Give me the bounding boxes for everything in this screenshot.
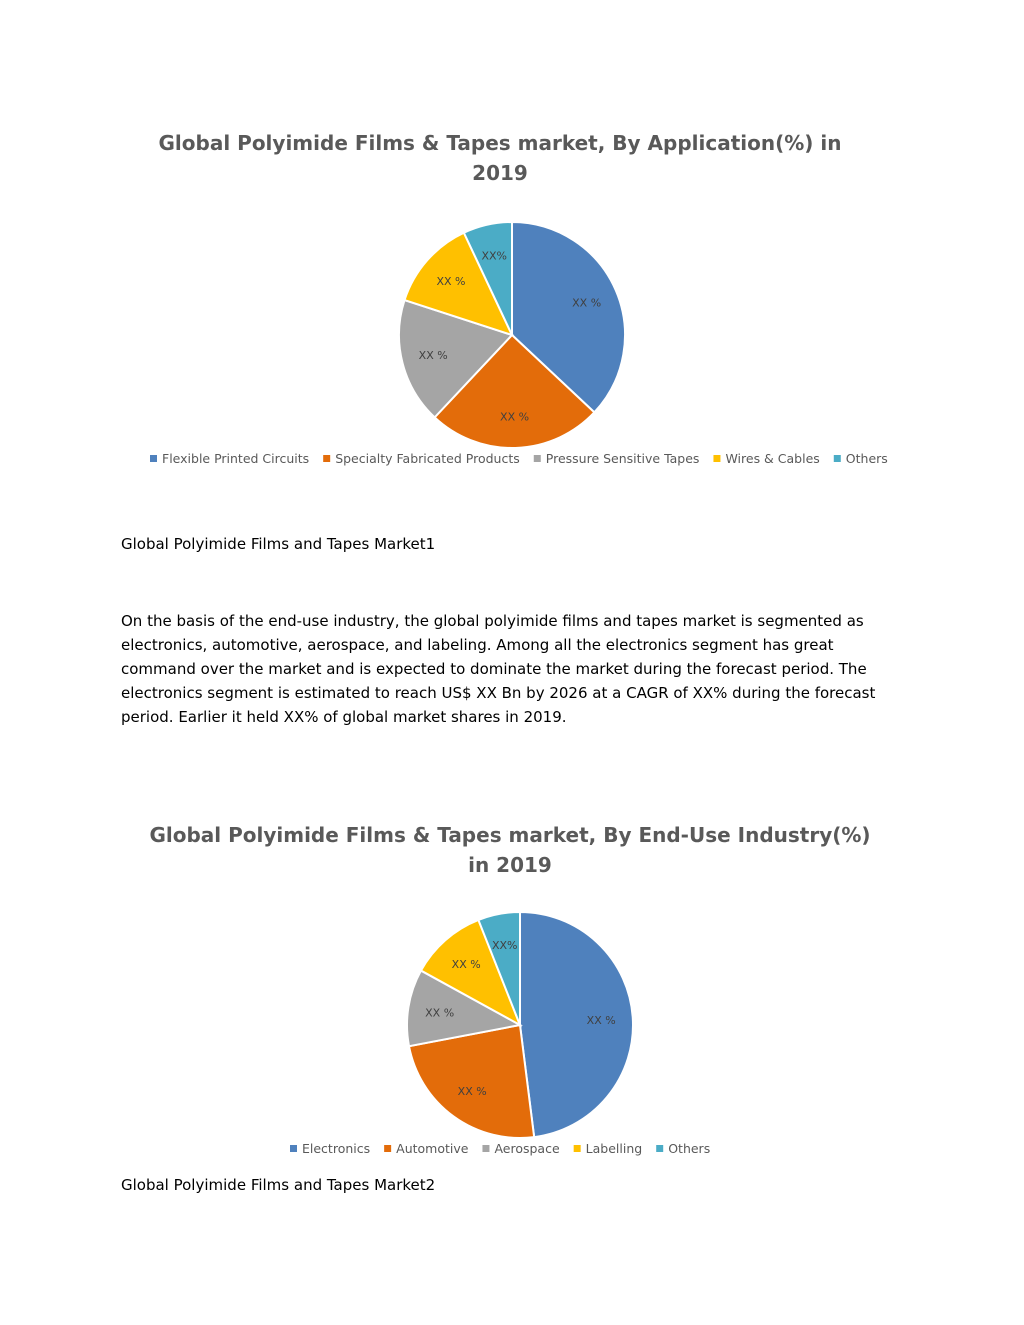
enduse-legend-label: Aerospace [494, 1141, 560, 1156]
app-legend-label: Pressure Sensitive Tapes [545, 451, 700, 466]
enduse-chart-title-line-2: in 2019 [468, 853, 552, 877]
enduse-slice-electronics [520, 912, 633, 1137]
end-use-pie-chart [149, 815, 871, 1170]
enduse-legend-swatch [384, 1145, 391, 1152]
app-legend [150, 451, 888, 466]
app-slice-label: XX % [418, 349, 448, 363]
app-chart-title-line-1: Global Polyimide Films & Tapes market, By Application(%) in [158, 131, 842, 155]
enduse-legend-label: Automotive [396, 1141, 469, 1156]
enduse-legend-swatch [574, 1145, 581, 1152]
app-chart-title-line-2: 2019 [472, 161, 528, 185]
app-slice-label: XX% [481, 249, 508, 263]
app-slice-label: XX % [500, 410, 530, 424]
enduse-slice-label: XX % [586, 1013, 616, 1027]
application-pie-chart [140, 120, 888, 480]
app-legend-label: Flexible Printed Circuits [162, 451, 310, 466]
enduse-slice-label: XX % [425, 1006, 455, 1020]
app-legend-swatch [834, 455, 841, 462]
app-legend-label: Wires & Cables [725, 451, 820, 466]
enduse-legend-swatch [290, 1145, 297, 1152]
enduse-legend-label: Electronics [302, 1141, 371, 1156]
app-legend-swatch [713, 455, 720, 462]
enduse-chart-title-line-1: Global Polyimide Films & Tapes market, By End-Use Industry(%) [149, 823, 871, 847]
chart1-caption: Global Polyimide Films and Tapes Market1 [121, 535, 436, 553]
end-use-paragraph: On the basis of the end-use industry, the global polyimide films and tapes market is segmented as electronics, automotive, aerospace, and labeling. Among all the electronics segment has great command over the market and is expected to dominate the market during the forecast period. The electronics segment is estimated to reach US$ XX Bn by 2026 at a CAGR of XX% during the forecast period. Earlier it held XX% of global market shares in 2019. [121, 612, 876, 726]
app-slice-label: XX % [572, 296, 602, 310]
enduse-legend [290, 1141, 710, 1156]
app-legend-label: Others [845, 451, 888, 466]
enduse-legend-label: Labelling [585, 1141, 643, 1156]
chart2-caption: Global Polyimide Films and Tapes Market2 [121, 1176, 436, 1194]
enduse-legend-swatch [656, 1145, 663, 1152]
app-legend-swatch [323, 455, 330, 462]
enduse-slice-label: XX % [457, 1084, 487, 1098]
app-slice-label: XX % [436, 275, 466, 289]
enduse-slice-label: XX % [451, 957, 481, 971]
app-legend-swatch [534, 455, 541, 462]
enduse-slice-label: XX% [491, 939, 518, 953]
app-legend-label: Specialty Fabricated Products [335, 451, 520, 466]
enduse-legend-label: Others [668, 1141, 711, 1156]
enduse-legend-swatch [482, 1145, 489, 1152]
app-legend-swatch [150, 455, 157, 462]
